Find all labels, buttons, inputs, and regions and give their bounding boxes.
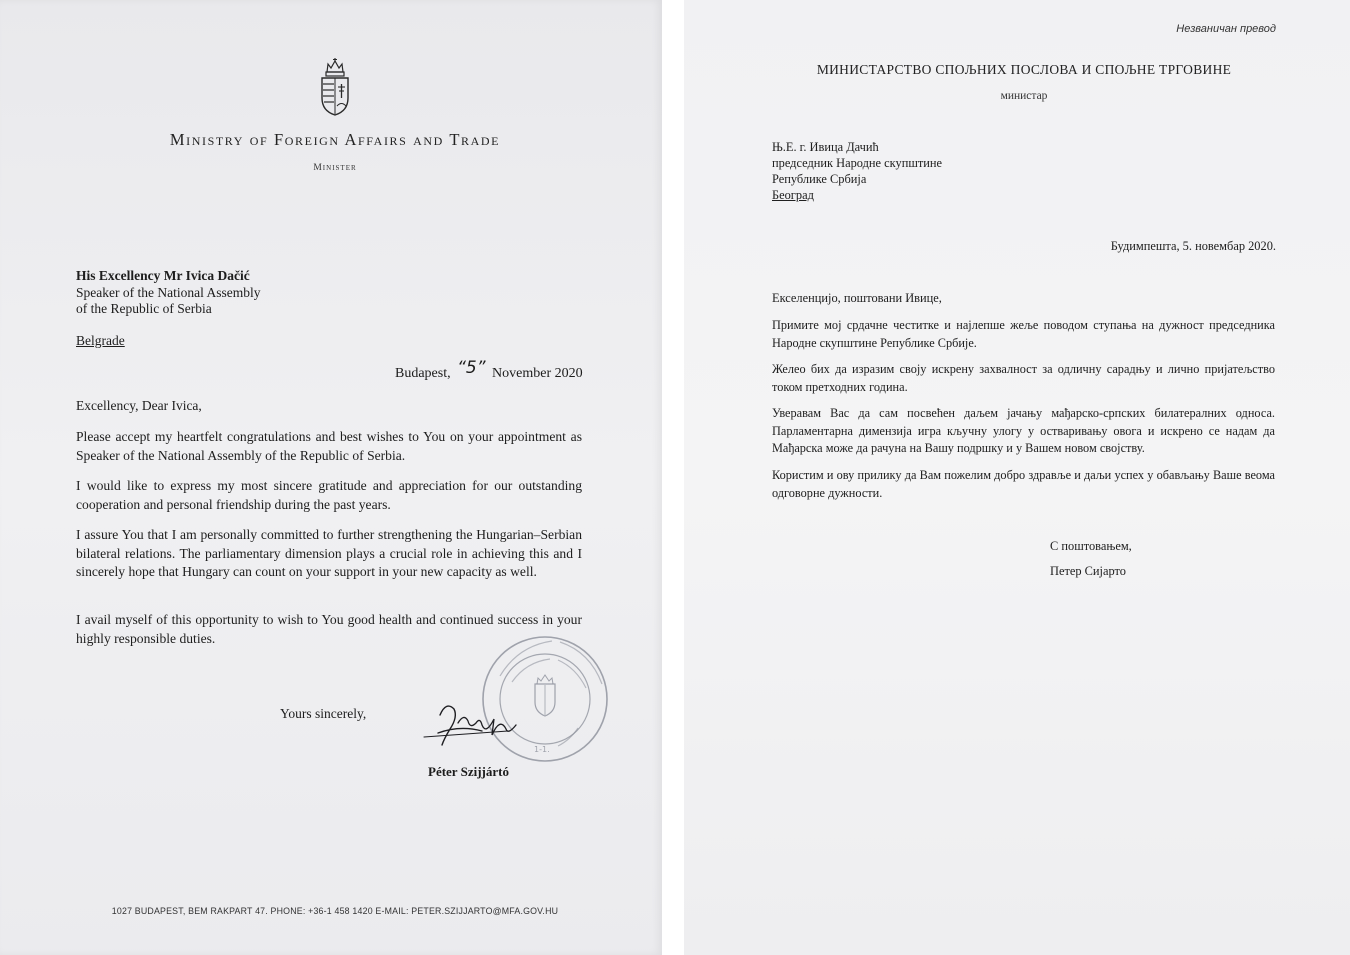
date-line: Будимпешта, 5. новембар 2020. [1110,239,1276,253]
recipient-name: Њ.Е. г. Ивица Дачић [772,140,879,154]
paragraph-commitment: Уверавам Вас да сам посвећен даљем јачању мађарско-српских билатералних односа. Парламентарна димензија игра кључну улогу у остваривању овога и искрено се надам да Мађарска може да рачуна на Вашу подршку и у Вашем новом својству. [772,406,1275,455]
date-month-year: November 2020 [492,366,583,381]
paragraph-congratulations: Примите мој срдачне честитке и најлепше жеље поводом ступања на дужност председника Народне скупштине Републике Србије. [772,318,1275,350]
paragraph-gratitude: I would like to express my most sincere gratitude and appreciation for our outstanding cooperation and personal friendship during the past years. [76,478,582,512]
closing: С поштовањем, [1050,539,1132,553]
salutation: Екселенцијо, поштовани Ивице, [772,291,942,305]
paragraph-congratulations: Please accept my heartfelt congratulations and best wishes to You on your appointment as Speaker of the National Assembly of the Republic of Serbia. [76,429,582,463]
date-city: Budapest, [395,366,451,381]
minister-label: Minister [313,163,357,173]
recipient-city: Belgrade [76,333,125,348]
letter-page-serbian-translation [684,0,1350,955]
paragraph-commitment: I assure You that I am personally committed to further strengthening the Hungarian–Serbian bilateral relations. The parliamentary dimension plays a crucial role in achieving this and I sincerely hope that Hungary can count on your support in your new capacity as well. [76,527,582,579]
ministry-title: МИНИСТАРСТВО СПОЉНИХ ПОСЛОВА И СПОЉНЕ ТРГОВИНЕ [816,62,1232,77]
paragraph-wishes: I avail myself of this opportunity to wish to You good health and continued success in your highly responsible duties. [76,612,582,646]
unofficial-translation-note: Незваничан превод [1176,23,1276,35]
date-day-handwritten: “5” [457,358,486,378]
ministry-title: Ministry of Foreign Affairs and Trade [169,130,501,149]
signer-name: Péter Szijjártó [428,764,509,779]
recipient-role: председник Народне скупштине [772,156,943,170]
recipient-country: Републике Србија [772,172,867,186]
svg-text:1-1.: 1-1. [534,745,550,754]
closing: Yours sincerely, [280,706,367,721]
recipient-role: Speaker of the National Assembly [76,285,261,300]
salutation: Excellency, Dear Ivica, [76,398,202,413]
coat-of-arms-icon [318,58,352,116]
signer-name: Петер Сијарто [1050,564,1126,578]
letter-page-english [0,0,662,955]
recipient-name: His Excellency Mr Ivica Dačić [76,268,250,283]
handwritten-signature-icon [420,695,540,751]
letterhead-footer: 1027 BUDAPEST, BEM RAKPART 47. PHONE: +36-1 458 1420 E-MAIL: PETER.SZIJJARTO@MFA.GOV.HU [111,906,559,916]
date-line [395,358,583,382]
recipient-country: of the Republic of Serbia [76,301,212,316]
paragraph-wishes: Користим и ову прилику да Вам пожелим добро здравље и даљи успех у обављању Ваше веома одговорне дужности. [772,468,1275,500]
minister-label: министар [1000,90,1048,102]
paragraph-gratitude: Желео бих да изразим своју искрену захвалност за одличну сарадњу и лично пријатељство током претходних година. [772,362,1275,394]
recipient-city: Београд [772,188,814,202]
